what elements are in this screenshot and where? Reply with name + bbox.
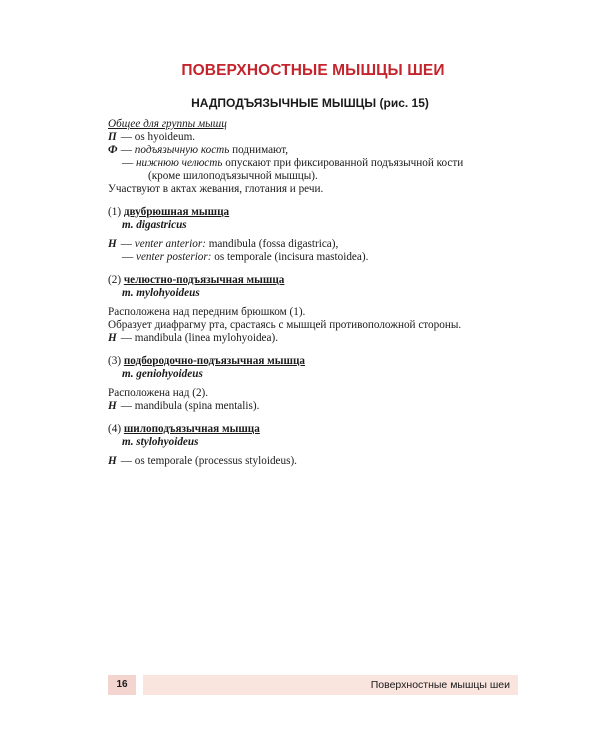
muscle-2-text-1: Расположена над передним брюшком (1). (108, 306, 306, 318)
general-function-line-2: — нижнюю челюсть опускают при фиксированной подъязычной кости (122, 157, 464, 169)
general-function-line-1: Ф — подъязычную кость поднимают, (108, 144, 289, 156)
muscle-1-heading: (1) двубрюшная мышца (108, 206, 230, 218)
muscle-1-insertion-1: Н — venter anterior: mandibula (fossa digastrica), (108, 238, 339, 250)
muscle-2-latin: m. mylohyoideus (122, 287, 200, 299)
section-subtitle: НАДПОДЪЯЗЫЧНЫЕ МЫШЦЫ (рис. 15) (191, 96, 429, 110)
muscle-3-heading: (3) подбородочно-подъязычная мышца (108, 355, 306, 367)
muscle-3-insertion: Н — mandibula (spina mentalis). (108, 400, 260, 412)
muscle-1-latin: m. digastricus (122, 219, 187, 231)
page-number: 16 (108, 675, 136, 695)
general-heading: Общее для группы мышц (108, 118, 227, 130)
muscle-2-text-2: Образует диафрагму рта, срастаясь с мышцей противоположной стороны. (108, 319, 462, 331)
muscle-2-insertion: Н — mandibula (linea mylohyoidea). (108, 332, 279, 344)
general-attachment-line: П — os hyoideum. (108, 131, 196, 143)
page-title: ПОВЕРХНОСТНЫЕ МЫШЦЫ ШЕИ (181, 62, 445, 79)
muscle-4-heading: (4) шилоподъязычная мышца (108, 423, 260, 435)
general-note: Участвуют в актах жевания, глотания и речи. (108, 183, 324, 195)
muscle-4-insertion: Н — os temporale (processus styloideus). (108, 455, 297, 467)
muscle-3-text-1: Расположена над (2). (108, 387, 209, 399)
running-title: Поверхностные мышцы шеи (143, 675, 518, 695)
page-content (108, 118, 518, 468)
muscle-1-insertion-2: — venter posterior: os temporale (incisura mastoidea). (122, 251, 369, 263)
muscle-4-latin: m. stylohyoideus (122, 436, 199, 448)
muscle-2-heading: (2) челюстно-подъязычная мышца (108, 274, 285, 286)
muscle-3-latin: m. geniohyoideus (122, 368, 203, 380)
general-function-line-3: (кроме шилоподъязычной мышцы). (148, 170, 318, 182)
